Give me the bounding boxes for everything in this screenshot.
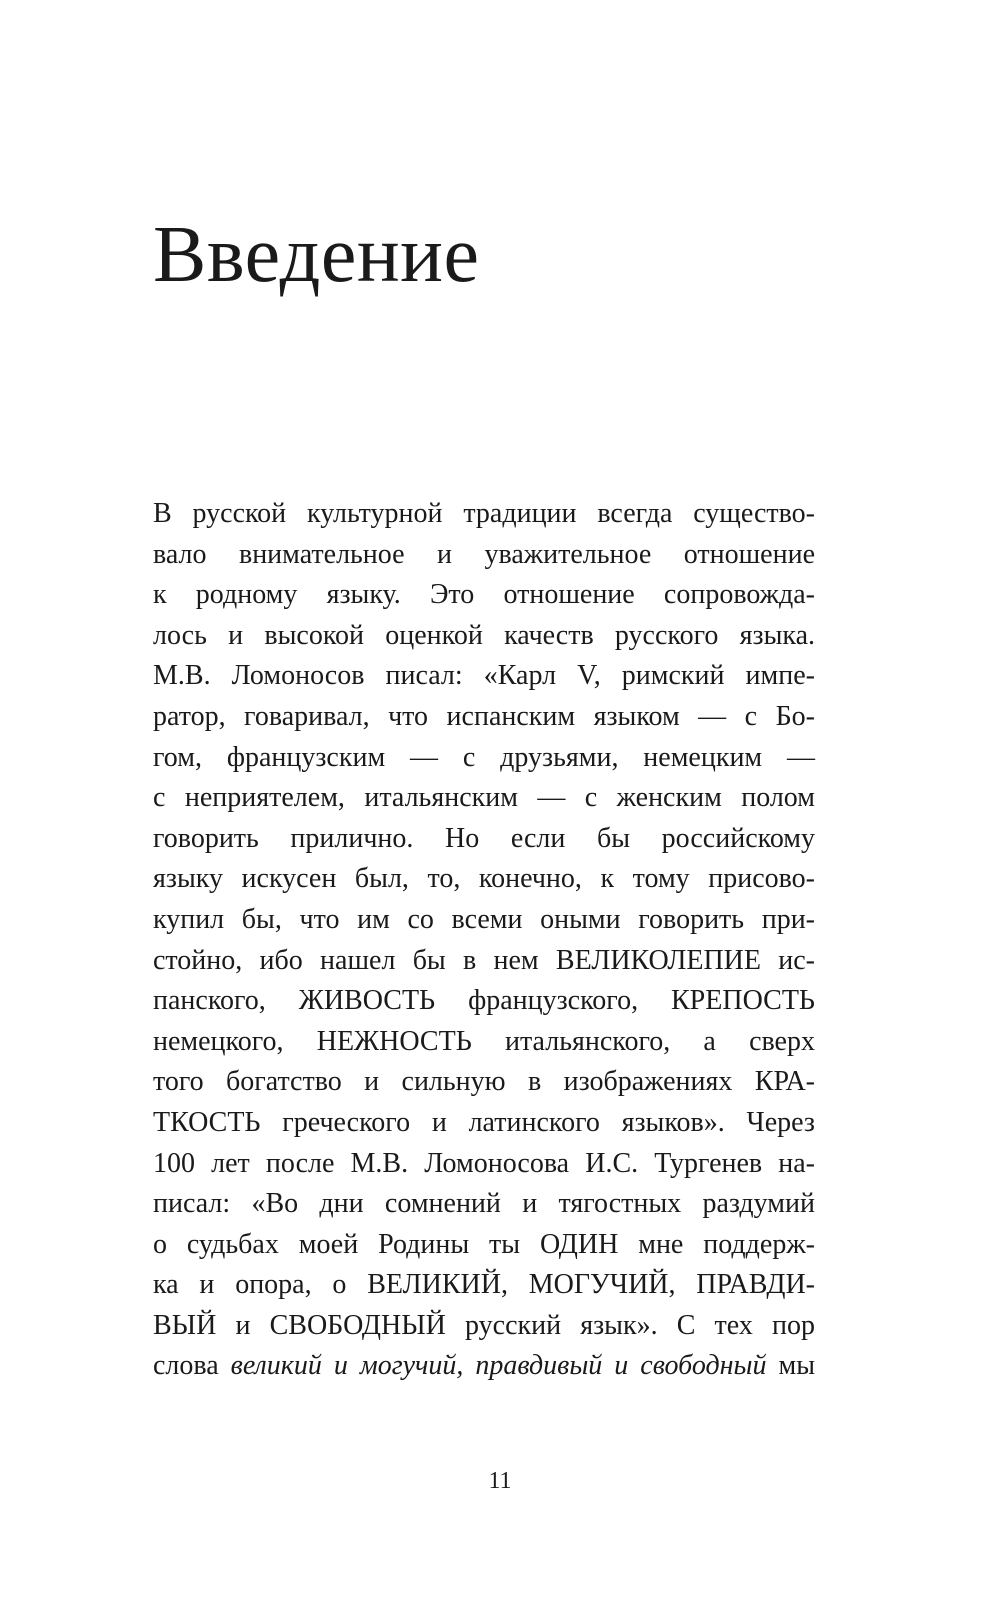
- page-number: 11: [488, 1468, 512, 1494]
- text-line-20: ка и опора, о ВЕЛИКИЙ, МОГУЧИЙ, ПРАВДИ-: [153, 1269, 815, 1301]
- text-line-22-tail: мы: [766, 1350, 815, 1382]
- text-line-3: к родному языку. Это отношение сопровожда-: [153, 579, 815, 611]
- text-line-15: того богатство и сильную в изображениях КРА-: [153, 1066, 815, 1098]
- text-line-1: В русской культурной традиции всегда существо-: [153, 498, 815, 529]
- chapter-title: Введение: [153, 211, 480, 299]
- text-line-14: немецкого, НЕЖНОСТЬ итальянского, а сверх: [153, 1025, 815, 1057]
- text-line-10: языку искусен был, то, конечно, к тому присово-: [153, 863, 815, 895]
- text-line-5: М.В. Ломоносов писал: «Карл V, римский импе-: [153, 660, 815, 692]
- text-line-7: гом, французским — с друзьями, немецким —: [153, 741, 815, 773]
- text-line-12: стойно, ибо нашел бы в нем ВЕЛИКОЛЕПИЕ ис-: [153, 944, 815, 976]
- text-line-8: с неприятелем, итальянским — с женским полом: [153, 782, 815, 814]
- italic-phrase: великий и могучий, правдивый и свободный: [230, 1350, 767, 1382]
- text-line-22: [153, 1346, 815, 1387]
- text-line-4: лось и высокой оценкой качеств русского языка.: [153, 619, 815, 651]
- text-line-22-lead: слова: [153, 1350, 231, 1382]
- text-line-6: ратор, говаривал, что испанским языком — с Бо-: [153, 700, 815, 732]
- text-line-17: 100 лет после М.В. Ломоносова И.С. Тургенев на-: [153, 1147, 815, 1179]
- text-line-2: вало внимательное и уважительное отношение: [153, 538, 815, 570]
- text-line-19: о судьбах моей Родины ты ОДИН мне поддерж-: [153, 1228, 815, 1260]
- text-line-11: купил бы, что им со всеми оными говорить при-: [153, 903, 815, 935]
- text-line-9: говорить прилично. Но если бы российскому: [153, 822, 815, 854]
- text-line-21: ВЫЙ и СВОБОДНЫЙ русский язык». С тех пор: [153, 1309, 815, 1341]
- text-line-18: писал: «Во дни сомнений и тягостных раздумий: [153, 1188, 815, 1220]
- text-line-13: панского, ЖИВОСТЬ французского, КРЕПОСТЬ: [153, 985, 815, 1017]
- body-paragraph: [153, 494, 815, 1387]
- text-line-16: ТКОСТЬ греческого и латинского языков». Через: [153, 1106, 815, 1138]
